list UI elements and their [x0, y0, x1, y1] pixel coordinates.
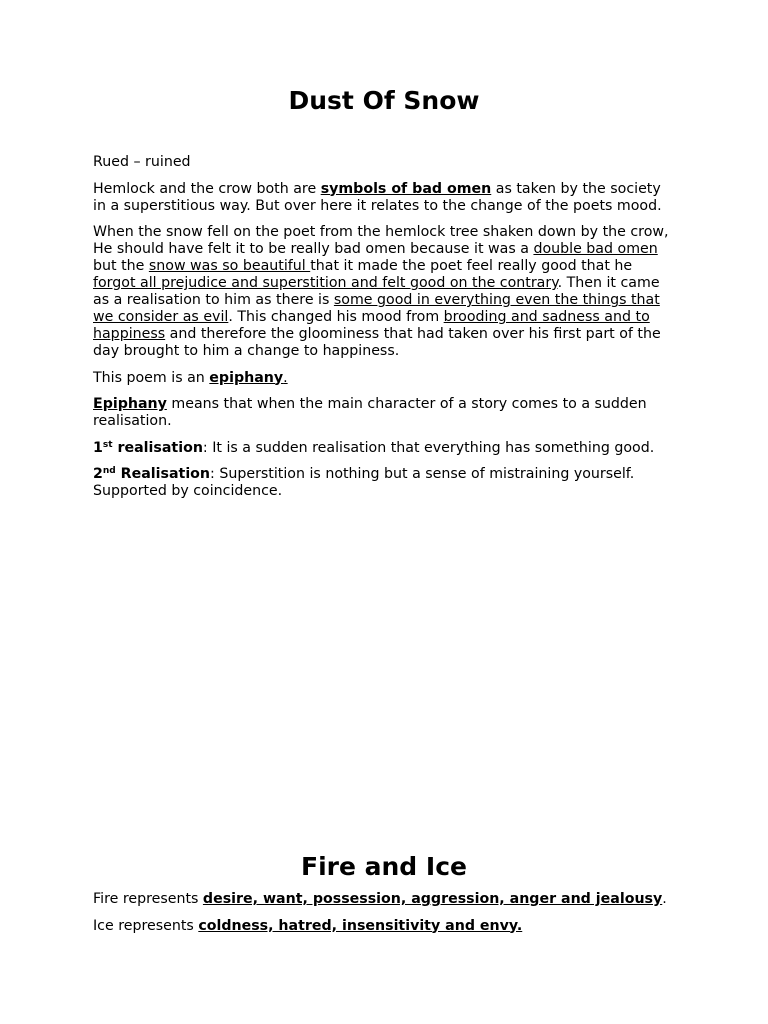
emphasis-symbols-of-bad-omen: symbols of bad omen — [320, 180, 492, 197]
text-run: Hemlock and the crow both are — [93, 180, 321, 197]
ordinal-suffix: st — [102, 439, 113, 450]
text-run: Fire represents — [93, 891, 203, 907]
paragraph-fire-represents — [93, 891, 673, 908]
ordinal-number: 2 — [93, 466, 103, 482]
underline-forgot-prejudice: forgot all prejudice and superstition and felt good on the contrary — [93, 275, 558, 291]
text-run: that it made the poet feel really good that he — [310, 258, 633, 274]
text-run: but the — [93, 258, 149, 274]
fire-and-ice-notes — [93, 891, 673, 944]
term-epiphany: Epiphany — [93, 396, 167, 412]
paragraph-hemlock-crow — [93, 181, 673, 215]
text-run: . — [662, 891, 667, 907]
rued-definition: Rued – ruined — [93, 154, 191, 170]
emphasis-ice-meaning: coldness, hatred, insensitivity and envy. — [198, 917, 523, 934]
underline-some-good: some good in everything even the things that we consider as evil — [93, 292, 660, 325]
page-title-fire-and-ice: Fire and Ice — [301, 852, 467, 881]
dust-of-snow-notes — [93, 154, 673, 510]
realisation-label: Realisation — [115, 466, 211, 482]
text-run: This poem is an — [93, 369, 210, 386]
text-run: : It is a sudden realisation that everything has something good. — [202, 439, 655, 456]
text-run: . This changed his mood from — [228, 309, 444, 325]
paragraph-ice-represents — [93, 918, 673, 935]
ordinal-suffix: nd — [102, 466, 116, 476]
underline-brooding-to-happiness: brooding and sadness and to happiness — [93, 309, 650, 342]
ordinal-number: 1 — [93, 439, 103, 456]
paragraph-poem-epiphany — [93, 370, 673, 387]
text-run: : Superstition is nothing but a sense of mistraining yourself. Supported by coincidence. — [93, 466, 635, 499]
underline-double-bad-omen: double bad omen — [533, 241, 658, 257]
text-run: When the snow fell on the poet from the hemlock tree shaken down by the crow, He should have felt it to be really bad omen because it was a — [93, 224, 669, 257]
text-run: means that when the main character of a story comes to a sudden realisation. — [93, 396, 647, 429]
text-run: as taken by the society in a superstitious way. But over here it relates to the change of the poets mood. — [93, 180, 662, 214]
label-first-realisation — [93, 440, 203, 456]
emphasis-epiphany: epiphany — [209, 369, 284, 386]
paragraph-first-realisation — [93, 440, 673, 457]
realisation-label: realisation — [112, 439, 203, 456]
text-run: and therefore the gloominess that had taken over his first part of the day brought to him a change to happiness. — [93, 326, 661, 359]
paragraph-epiphany-definition — [93, 396, 673, 430]
label-second-realisation — [93, 466, 210, 482]
text-run: Ice represents — [93, 917, 199, 934]
paragraph-rued — [93, 154, 673, 171]
text-run: . — [283, 369, 288, 386]
paragraph-snow-fell — [93, 224, 673, 360]
page-title-dust-of-snow: Dust Of Snow — [288, 86, 480, 115]
emphasis-fire-meaning: desire, want, possession, aggression, anger and jealousy — [202, 891, 663, 907]
text-run: . Then it came as a realisation to him as there is — [93, 275, 660, 308]
paragraph-second-realisation — [93, 466, 673, 500]
underline-snow-beautiful: snow was so beautiful — [148, 258, 311, 274]
